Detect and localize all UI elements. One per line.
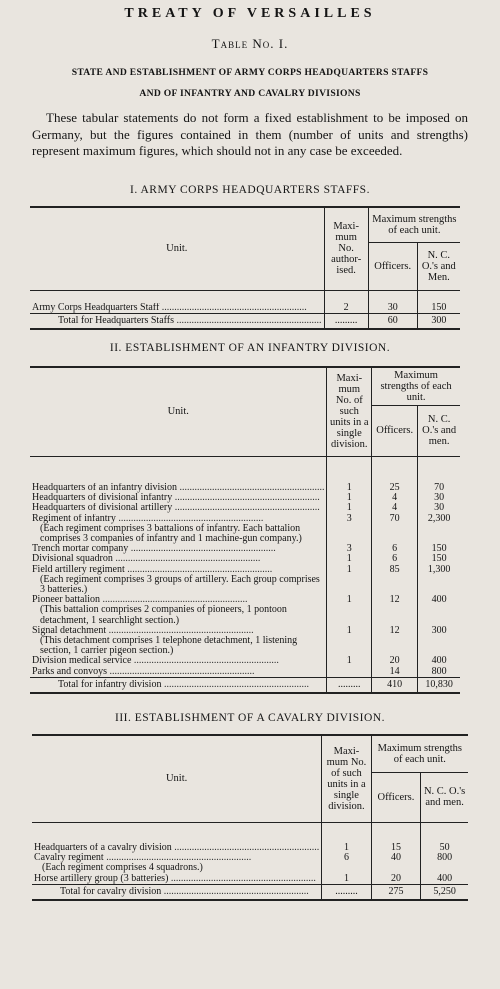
row-max: 1 xyxy=(327,483,372,493)
leader-dots: .......................................................... xyxy=(161,678,309,690)
row-max: 1 xyxy=(327,565,372,575)
row-nco: 150 xyxy=(417,303,460,314)
row-unit-text: Parks and convoys xyxy=(32,666,107,677)
row-nco: 300 xyxy=(418,626,460,636)
row-max: 2 xyxy=(324,303,368,314)
total-label xyxy=(30,677,327,693)
col-header-unit: Unit. xyxy=(32,735,322,823)
row-unit xyxy=(30,544,327,554)
row-unit xyxy=(30,667,327,678)
row-officers: 20 xyxy=(372,656,418,666)
total-officers: 275 xyxy=(371,884,421,900)
subtitle-line-2: AND OF INFANTRY AND CAVALRY DIVISIONS xyxy=(139,88,361,99)
intro-paragraph: These tabular statements do not form a fixed establishment to be imposed on Germany, but the figures contained in them (number of units and strengths) represent maximum figures, which should not in any case be exceeded. xyxy=(32,110,468,158)
row-officers: 12 xyxy=(372,626,418,636)
col-header-strength: Maximum strengths of each unit. xyxy=(368,207,460,243)
leader-dots: .......................................................... xyxy=(131,656,279,667)
row-officers: 40 xyxy=(371,853,421,863)
row-officers: 12 xyxy=(372,595,418,605)
row-max: 3 xyxy=(327,514,372,524)
row-max: 1 xyxy=(327,656,372,666)
leader-dots: .......................................................... xyxy=(161,885,309,897)
table-army-corps-hq xyxy=(30,206,460,330)
total-row xyxy=(30,313,460,329)
section-2-title: II. ESTABLISHMENT OF AN INFANTRY DIVISION. xyxy=(109,341,391,354)
col-header-officers: Officers. xyxy=(372,405,418,456)
row-officers: 25 xyxy=(372,483,418,493)
total-max: ......... xyxy=(324,313,368,329)
row-max: 1 xyxy=(327,595,372,605)
row-nco: 30 xyxy=(418,503,460,513)
total-max: ......... xyxy=(322,884,371,900)
row-unit-text: Divisional squadron xyxy=(32,554,113,565)
col-header-max: Maxi-mum No. of such units in a single division. xyxy=(322,735,371,823)
leader-dots: .......................................................... xyxy=(168,873,316,884)
table-infantry-division xyxy=(30,366,460,694)
row-officers: 15 xyxy=(371,843,421,853)
col-header-strength: Maximum strengths of each unit. xyxy=(372,367,460,406)
row-nco: 70 xyxy=(418,483,460,493)
row-unit-text: Headquarters of a cavalry division xyxy=(34,842,172,853)
row-unit xyxy=(30,656,327,666)
section-1-title: I. ARMY CORPS HEADQUARTERS STAFFS. xyxy=(130,183,370,196)
row-note: (This battalion comprises 2 companies of pioneers, 1 pontoon detachment, 1 searchlight section.) xyxy=(40,604,287,626)
row-max: 3 xyxy=(327,544,372,554)
row-note: (This detachment comprises 1 telephone detachment, 1 listening section, 1 carrier pigeon section.) xyxy=(40,634,298,657)
row-nco: 2,300 xyxy=(418,514,460,524)
total-label-text: Total for cavalry division xyxy=(60,885,162,897)
total-officers: 410 xyxy=(372,677,418,693)
table-row xyxy=(30,503,460,513)
table-row-note xyxy=(30,524,460,544)
row-unit-text: Regiment of infantry xyxy=(32,513,116,524)
row-unit xyxy=(30,303,324,314)
row-unit-text: Division medical service xyxy=(32,656,132,667)
row-nco: 400 xyxy=(421,874,468,885)
total-nco: 5,250 xyxy=(421,884,468,900)
row-officers: 6 xyxy=(372,544,418,554)
row-unit xyxy=(30,503,327,513)
row-unit xyxy=(30,554,327,564)
row-officers: 30 xyxy=(368,303,417,314)
leader-dots: .......................................................... xyxy=(115,513,264,524)
row-nco: 800 xyxy=(421,853,468,863)
row-max: 1 xyxy=(322,843,371,853)
leader-dots: .......................................................... xyxy=(128,544,276,555)
total-max: ......... xyxy=(327,677,372,693)
total-row xyxy=(32,884,468,900)
table-number-text: Table No. I. xyxy=(211,36,289,51)
col-header-max: Maxi-mum No. of such units in a single division. xyxy=(327,367,372,457)
row-officers: 70 xyxy=(372,514,418,524)
table-row-note xyxy=(32,863,468,873)
row-unit-text: Field artillery regiment xyxy=(32,564,125,575)
row-max: 6 xyxy=(322,853,371,863)
col-header-unit: Unit. xyxy=(30,367,327,457)
table-number xyxy=(0,36,500,52)
row-nco: 30 xyxy=(418,493,460,503)
total-label xyxy=(30,313,324,329)
row-note: (Each regiment comprises 3 groups of artillery. Each group comprises 3 batteries.) xyxy=(40,573,320,595)
leader-dots: .......................................................... xyxy=(100,595,248,606)
row-officers: 4 xyxy=(372,493,418,503)
leader-dots: .......................................................... xyxy=(172,493,320,504)
leader-dots: .......................................................... xyxy=(176,482,325,493)
row-unit-text: Signal detachment xyxy=(32,625,107,636)
table-row xyxy=(30,554,460,564)
table-row xyxy=(32,843,468,853)
col-header-officers: Officers. xyxy=(371,772,421,822)
row-unit xyxy=(32,843,322,853)
row-unit xyxy=(30,493,327,503)
leader-dots: .......................................................... xyxy=(159,302,307,313)
total-label-text: Total for Headquarters Staffs xyxy=(58,314,175,326)
row-nco: 150 xyxy=(418,554,460,564)
leader-dots: .......................................................... xyxy=(106,625,254,636)
row-unit-text: Trench mortar company xyxy=(32,544,129,555)
table-row-note xyxy=(30,636,460,656)
table-row-note xyxy=(30,575,460,595)
table-row-note xyxy=(30,605,460,625)
row-unit-text: Army Corps Headquarters Staff xyxy=(32,302,160,313)
running-head: TREATY OF VERSAILLES xyxy=(124,6,376,21)
table-subtitle xyxy=(0,62,500,104)
row-nco: 1,300 xyxy=(418,565,460,575)
row-officers: 6 xyxy=(372,554,418,564)
total-row xyxy=(30,677,460,693)
row-max: 1 xyxy=(327,626,372,636)
row-unit xyxy=(32,874,322,885)
row-max: 1 xyxy=(327,554,372,564)
row-max: 1 xyxy=(327,503,372,513)
total-nco: 300 xyxy=(417,313,460,329)
total-label xyxy=(32,884,322,900)
total-officers: 60 xyxy=(368,313,417,329)
col-header-strength: Maximum strengths of each unit. xyxy=(371,735,468,773)
row-max: 1 xyxy=(327,493,372,503)
row-unit-text: Headquarters of an infantry division xyxy=(32,482,177,493)
table-row xyxy=(32,874,468,885)
row-officers: 14 xyxy=(372,667,418,678)
row-nco: 50 xyxy=(421,843,468,853)
row-unit-text: Headquarters of divisional artillery xyxy=(32,503,173,514)
col-header-max: Maxi-mum No. author-ised. xyxy=(324,207,368,291)
row-nco: 150 xyxy=(418,544,460,554)
row-nco: 400 xyxy=(418,656,460,666)
table-row xyxy=(30,303,460,314)
leader-dots: .......................................................... xyxy=(124,564,273,575)
leader-dots: .......................................................... xyxy=(171,842,320,853)
row-nco: 400 xyxy=(418,595,460,605)
leader-dots: .......................................................... xyxy=(103,853,252,864)
section-3-title: III. ESTABLISHMENT OF A CAVALRY DIVISION. xyxy=(115,711,385,724)
total-nco: 10,830 xyxy=(418,677,460,693)
row-unit-text: Pioneer battalion xyxy=(32,595,101,606)
total-label-text: Total for infantry division xyxy=(58,678,162,690)
row-note: (Each regiment comprises 3 battalions of infantry. Each battalion comprises 3 companies of infantry and 1 machine-gun company.) xyxy=(40,522,302,544)
leader-dots: .......................................................... xyxy=(172,503,320,514)
row-unit-text: Horse artillery group (3 batteries) xyxy=(34,873,169,884)
row-unit xyxy=(30,483,327,493)
leader-dots: .......................................................... xyxy=(112,554,261,565)
row-note: (Each regiment comprises 4 squadrons.) xyxy=(42,862,203,874)
col-header-nco: N. C. O.'s and men. xyxy=(421,772,468,822)
row-unit-text: Cavalry regiment xyxy=(34,853,104,864)
col-header-officers: Officers. xyxy=(368,242,417,290)
row-officers: 4 xyxy=(372,503,418,513)
row-officers: 85 xyxy=(372,565,418,575)
table-row xyxy=(30,667,460,678)
leader-dots: .......................................................... xyxy=(174,314,322,326)
row-officers: 20 xyxy=(371,874,421,885)
col-header-unit: Unit. xyxy=(30,207,324,291)
row-unit-text: Headquarters of divisional infantry xyxy=(32,493,173,504)
table-cavalry-division xyxy=(32,734,468,901)
col-header-nco: N. C. O.'s and Men. xyxy=(417,242,460,290)
row-max: 1 xyxy=(322,874,371,885)
col-header-nco: N. C. O.'s and men. xyxy=(418,405,460,456)
row-max xyxy=(327,667,372,678)
leader-dots: .......................................................... xyxy=(107,666,255,677)
subtitle-line-1: STATE AND ESTABLISHMENT OF ARMY CORPS HEADQUARTERS STAFFS xyxy=(71,67,429,78)
row-nco: 800 xyxy=(418,667,460,678)
